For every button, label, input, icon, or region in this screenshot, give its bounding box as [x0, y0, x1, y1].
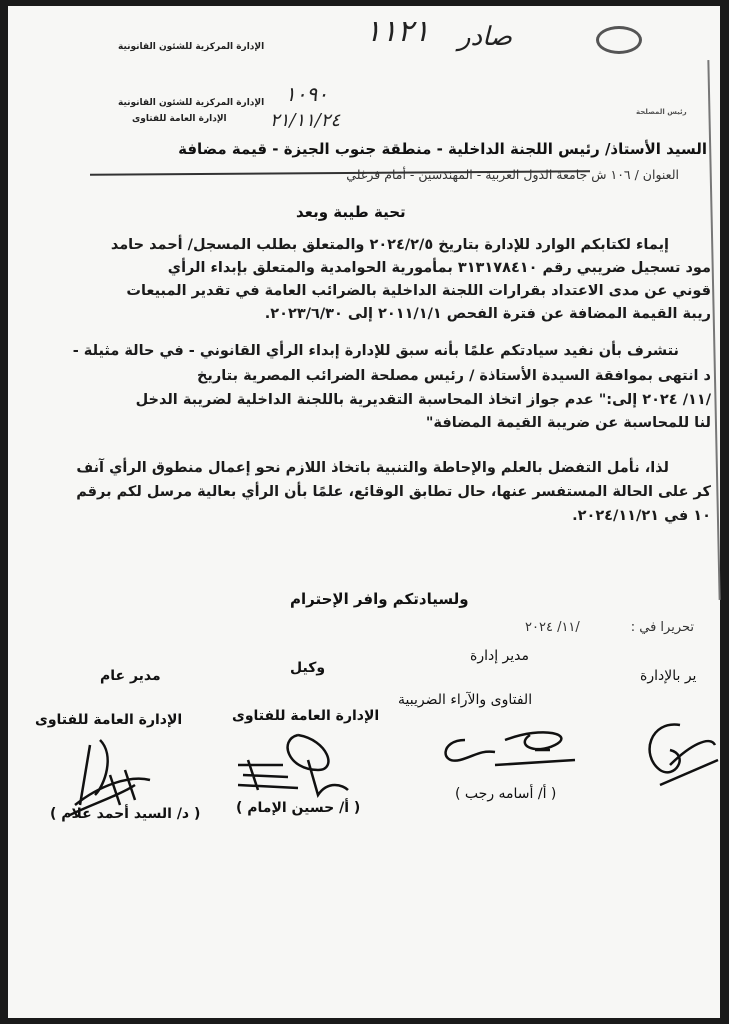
body-line: قوني عن مدى الاعتداد بقرارات اللجنة الداخلية بالضرائب العامة في تقدير المبيعات	[126, 283, 711, 299]
margin-note: رئيس المصلحة	[636, 108, 687, 116]
date-value: /١١/ ٢٠٢٤	[525, 620, 580, 635]
signature-2	[435, 720, 585, 780]
signatory-name: ( أ/ حسين الإمام )	[236, 800, 361, 816]
closing: ولسيادتكم وافر الإحترام	[290, 590, 469, 608]
body-line: مود تسجيل ضريبي رقم ٣١٣١٧٨٤١٠ بمأمورية الحوامدية والمتعلق بإبداء الرأي	[167, 260, 711, 276]
body-line: ريبة القيمة المضافة عن فترة الفحص ٢٠١١/١/١ إلى ٢٠٢٣/٦/٣٠.	[264, 306, 711, 322]
date-label: تحريرا في :	[630, 620, 694, 635]
signature-3	[228, 730, 358, 800]
signature-4	[40, 735, 170, 825]
body-line: لذا، نأمل التفضل بالعلم والإحاطة والتنبية باتخاذ اللازم نحو إعمال منطوق الرأي آنف	[76, 460, 669, 476]
signatory-title: وكيل	[290, 660, 326, 676]
recipient-address: العنوان / ١٠٦ ش جامعة الدول العربية - المهندسين - أمام فرغلي	[346, 167, 679, 182]
body-line: كر على الحالة المستفسر عنها، حال تطابق الوقائع، علمًا بأن الرأي بعالية مرسل لكم برقم	[76, 484, 711, 500]
recipient-line: السيد الأستاذ/ رئيس اللجنة الداخلية - منطقة جنوب الجيزة - قيمة مضافة	[178, 140, 707, 158]
header-dept-general: الإدارة العامة للفتاوى	[132, 114, 227, 124]
emblem-stamp	[596, 26, 642, 54]
signatory-name: ( د/ السيد أحمد علام )	[50, 806, 201, 822]
body-line: د انتهى بموافقة السيدة الأستاذة / رئيس مصلحة الضرائب المصرية بتاريخ	[196, 368, 711, 384]
outgoing-label: صادر	[458, 22, 513, 52]
body-line: إيماء لكتابكم الوارد للإدارة بتاريخ ٢٠٢٤/٢/٥ والمتعلق بطلب المسجل/ أحمد حامد	[110, 237, 669, 253]
body-line: ١٠ في ٢٠٢٤/١١/٢١.	[572, 508, 711, 524]
signatory-dept: الفتاوى والآراء الضريبية	[398, 692, 533, 708]
incoming-number: ١٠٩٠	[285, 82, 328, 106]
incoming-date: ٢١/١١/٢٤	[270, 110, 341, 131]
signatory-title: مدير إدارة	[470, 648, 530, 664]
signatory-name: ( أ/ أسامه رجب )	[455, 786, 557, 802]
signatory-title: مدير عام	[100, 668, 161, 684]
signatory-dept: الإدارة العامة للفتاوى	[35, 712, 183, 728]
header-dept-central: الإدارة المركزية للشئون القانونية	[118, 98, 265, 108]
signature-1	[640, 715, 720, 790]
body-line: لنا للمحاسبة عن ضريبة القيمة المضافة"	[425, 415, 711, 431]
signatory-dept: الإدارة العامة للفتاوى	[232, 708, 380, 724]
body-line: نتشرف بأن نفيد سيادتكم علمًا بأنه سبق للإدارة إبداء الرأي القانوني - في حالة مثيلة -	[72, 343, 679, 359]
body-line: /١١/ ٢٠٢٤ إلى:" عدم جواز اتخاذ المحاسبة التقديرية باللجنة الداخلية لضريبة الدخل	[135, 392, 711, 408]
signatory-title: ير بالإدارة	[640, 668, 697, 684]
header-dept-top: الإدارة المركزية للشئون القانونية	[118, 42, 265, 52]
outgoing-number: ١١٢١	[365, 14, 430, 49]
greeting: تحية طيبة وبعد	[296, 203, 406, 221]
